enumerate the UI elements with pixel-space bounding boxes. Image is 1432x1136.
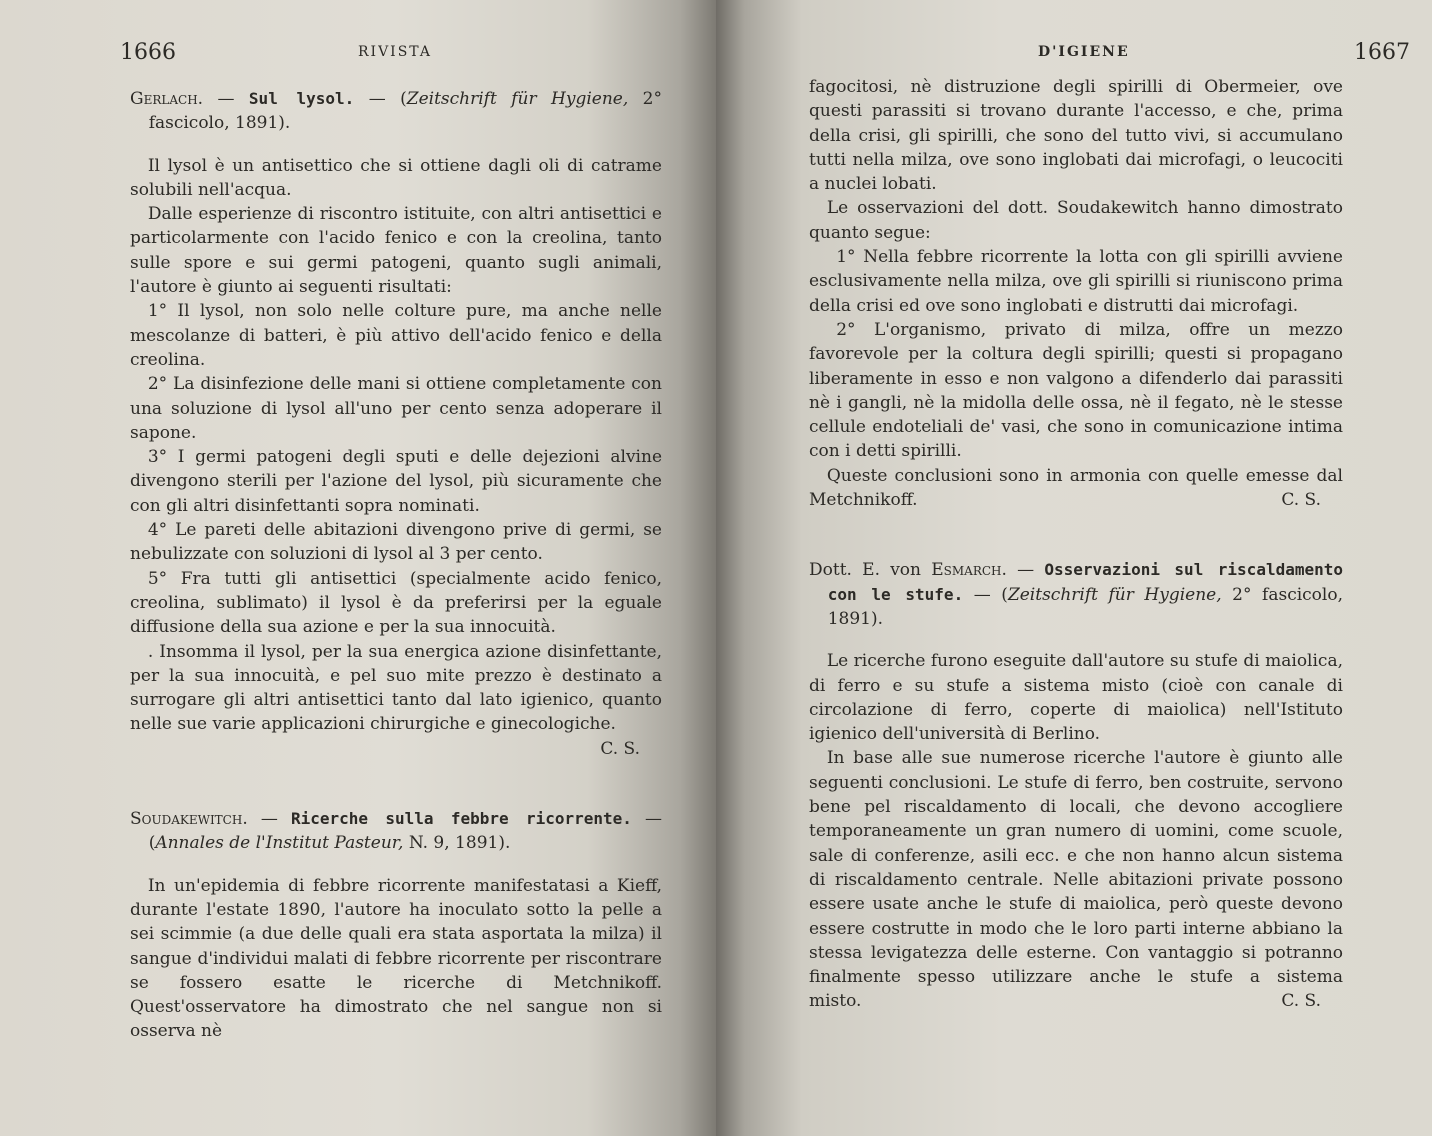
separator: — ( [148, 809, 663, 854]
article-author: Gerlach. [130, 89, 204, 109]
separator: — ( [354, 89, 407, 109]
author-prefix: Dott. E. von [809, 560, 932, 581]
article-author: Esmarch. [931, 560, 1007, 581]
article-title: Sul lysol. [248, 89, 355, 108]
running-head: RIVISTA [358, 44, 432, 60]
paragraph: 5° Fra tutti gli antisettici (specialmente acido fenico, creolina, sublimato) il lysol è da preferirsi per la eguale diffusione della sua azione e per la sua innocuità. [130, 568, 662, 638]
article-title: Ricerche sulla febbre ricorrente. [290, 809, 632, 829]
journal-name: Zeitschrift für Hygiene, [406, 89, 629, 109]
paragraph: Le ricerche furono eseguite dall'autore su stufe di maiolica, di ferro e su stufe a sistema misto (cioè con canale di circolazione di ferro, coperte di maiolica) nell'Istituto igienico dell'università di Berlino. [809, 651, 1343, 745]
closing-word: Metchnikoff. [809, 490, 918, 511]
paragraph: 1° Il lysol, non solo nelle colture pure, ma anche nelle mescolanze di batteri, è più attivo dell'acido fenico e della creolina. [130, 301, 662, 370]
left-page-text [130, 87, 662, 1044]
closing-line [809, 488, 1343, 512]
separator: — [203, 89, 249, 109]
paragraph: Il lysol è un antisettico che si ottiene dagli oli di catrame solubili nell'acqua. [130, 155, 662, 200]
paragraph: 1° Nella febbre ricorrente la lotta con gli spirilli avviene esclusivamente nella milza, ove gli spirilli si riuniscono prima della crisi ed ove sono inglobati e distrutti dai microfagi. [809, 247, 1343, 316]
running-head: D'IGIENE [1038, 44, 1130, 60]
paragraph: 3° I germi patogeni degli sputi e delle dejezioni alvine divengono sterili per l'azione del lysol, più sicuramente che con gli altri disinfettanti sopra nominati. [130, 447, 662, 516]
article-heading [130, 807, 662, 856]
paragraph: In base alle sue numerose ricerche l'autore è giunto alle seguenti conclusioni. Le stufe di ferro, ben costruite, servono bene pel riscaldamento di locali, che devono accogliere temporaneamente un gran numero di uomini, come scuole, sale di conferenze, asili ecc. e che non hanno alcun sistema di riscaldamento centrale. Nelle abitazioni private possono essere usate anche le stufe di maiolica, però queste devono essere costrutte in modo che le loro parti interne abbiano la stessa levigatezza delle esterne. Con vantaggio si potranno finalmente spesso utilizzare anche le stufe a sistema [809, 748, 1343, 988]
paragraph: Dalle esperienze di riscontro istituite, con altri antisettici e particolarmente con l'acido fenico e con la creolina, tanto sulle spore e sui germi patogeni, quanto sugli animali, l'autore è giunto ai seguenti risultati: [130, 204, 662, 298]
journal-name: Annales de l'Institut Pasteur, [155, 833, 404, 854]
closing-line [809, 989, 1343, 1013]
separator: — ( [963, 584, 1008, 605]
paragraph: 2° La disinfezione delle mani si ottiene completamente con una soluzione di lysol all'uno per cento senza adoperare il sapone. [130, 374, 662, 443]
separator: — [1006, 560, 1045, 581]
citation: 2° fascicolo, 1891). [148, 89, 662, 134]
paragraph: In un'epidemia di febbre ricorrente manifestatasi a Kieff, durante l'estate 1890, l'autore ha inoculato sotto la pelle a sei scimmie (a due delle quali era stata asportata la milza) il sangue d'individui malati di febbre ricorrente per riscontrare se fossero esatte le ricerche di Metchnikoff. Quest'osservatore ha dimostrato che nel sangue non si osserva nè [130, 875, 662, 1042]
article-heading [809, 558, 1343, 631]
article-author: Soudakewitch. [130, 809, 248, 830]
citation: 2° fascicolo, 1891). [827, 584, 1343, 629]
paragraph: 4° Le pareti delle abitazioni divengono prive di germi, se nebulizzate con soluzioni di lysol al 3 per cento. [130, 520, 662, 565]
journal-name: Zeitschrift für Hygiene, [1007, 584, 1222, 605]
paragraph: Queste conclusioni sono in armonia con quelle emesse dal [826, 465, 1343, 486]
signature: C. S. [1281, 991, 1321, 1012]
separator: — [247, 809, 291, 830]
right-page [716, 0, 1432, 1136]
paragraph: 2° L'organismo, privato di milza, offre un mezzo favorevole per la coltura degli spirilli; questi si propagano liberamente in esso e non valgono a difenderlo dai parassiti nè i gangli, nè la midolla delle ossa, nè il fegato, nè le stesse cellule endoteliali de' vasi, che sono in comunicazione intima con i detti spirilli. [809, 319, 1343, 462]
page-number: 1666 [120, 40, 176, 65]
paragraph: Le osservazioni del dott. Soudakewitch hanno dimostrato quanto segue: [809, 198, 1343, 243]
signature: C. S. [600, 738, 640, 759]
article-heading [130, 87, 662, 136]
page-number: 1667 [1354, 40, 1410, 65]
citation: N. 9, 1891). [403, 833, 511, 854]
paragraph: . Insomma il lysol, per la sua energica azione disinfettante, per la sua innocuità, e pel suo mite prezzo è destinato a surrogare gli altri antisettici tanto dal lato igienico, quanto nelle sue varie applicazioni chirurgiche e ginecologiche. [130, 641, 662, 735]
closing-word: misto. [809, 991, 862, 1012]
signature: C. S. [1281, 490, 1321, 511]
article-title: Osservazioni sul riscaldamento con le stufe. [827, 560, 1344, 604]
paragraph: fagocitosi, nè distruzione degli spirilli di Obermeier, ove questi parassiti si trovano durante l'accesso, e che, prima della crisi, gli spirilli, che sono del tutto vivi, si accumulano tutti nella milza, ove sono inglobati dai microfagi, o leucociti a nuclei lobati. [809, 77, 1343, 195]
right-page-text [809, 75, 1343, 1014]
